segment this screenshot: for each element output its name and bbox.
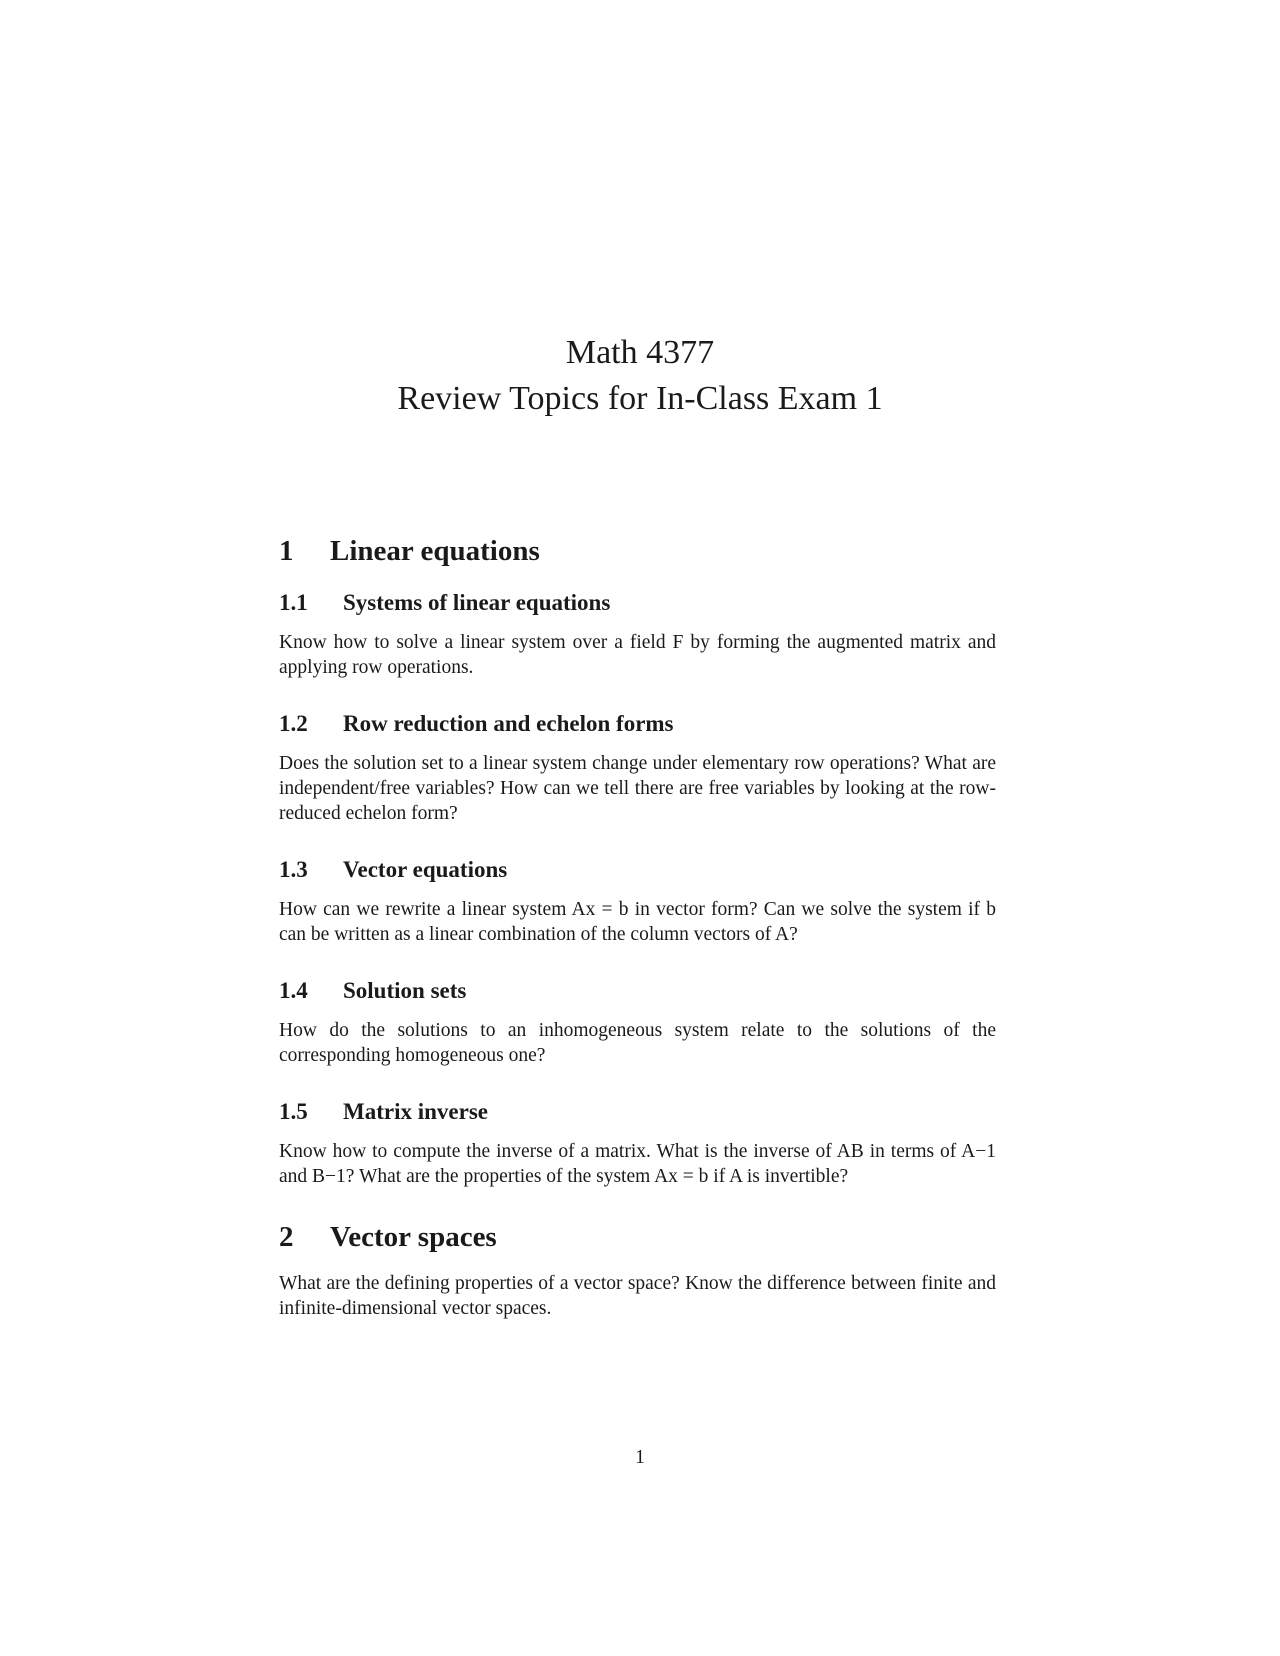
subsection-number: 1.2 xyxy=(279,711,308,736)
title-line-1: Math 4377 xyxy=(565,334,715,371)
subsection-paragraph: How can we rewrite a linear system Ax = b in vector form? Can we solve the system if b can be written as a linear combination of the column vectors of A? xyxy=(279,899,996,945)
page-number: 1 xyxy=(635,1447,645,1468)
section-number: 1 xyxy=(279,535,294,567)
section-heading xyxy=(279,1219,996,1255)
section-heading xyxy=(279,533,996,569)
subsection-number: 1.5 xyxy=(279,1099,308,1124)
subsection-heading xyxy=(279,588,996,618)
section-title: Linear equations xyxy=(330,535,540,567)
subsection-title: Solution sets xyxy=(343,978,467,1003)
subsection-heading xyxy=(279,976,996,1006)
section-title: Vector spaces xyxy=(330,1221,497,1253)
title-line-2: Review Topics for In-Class Exam 1 xyxy=(397,380,883,417)
subsection-paragraph: Know how to compute the inverse of a matrix. What is the inverse of AB in terms of A−1 and B−1? What are the properties of the system Ax = b if A is invertible? xyxy=(279,1141,996,1187)
subsection-number: 1.4 xyxy=(279,978,308,1003)
subsection-title: Row reduction and echelon forms xyxy=(343,711,674,736)
subsection-title: Systems of linear equations xyxy=(343,590,611,615)
subsection-heading xyxy=(279,1097,996,1127)
subsection-number: 1.1 xyxy=(279,590,308,615)
subsection-title: Vector equations xyxy=(343,857,508,882)
subsection-paragraph: How do the solutions to an inhomogeneous system relate to the solutions of the corresponding homogeneous one? xyxy=(279,1020,996,1066)
subsection-paragraph: Does the solution set to a linear system change under elementary row operations? What are independent/free variables? How can we tell there are free variables by looking at the row-reduced echelon form? xyxy=(279,753,996,824)
section-paragraph: What are the defining properties of a vector space? Know the difference between finite and infinite-dimensional vector spaces. xyxy=(279,1273,996,1319)
subsection-number: 1.3 xyxy=(279,857,308,882)
subsection-paragraph: Know how to solve a linear system over a field F by forming the augmented matrix and applying row operations. xyxy=(279,632,996,678)
document-body xyxy=(279,533,996,1321)
section-number: 2 xyxy=(279,1221,294,1253)
subsection-title: Matrix inverse xyxy=(343,1099,488,1124)
subsection-heading xyxy=(279,709,996,739)
document-title xyxy=(0,330,1280,422)
subsection-heading xyxy=(279,855,996,885)
